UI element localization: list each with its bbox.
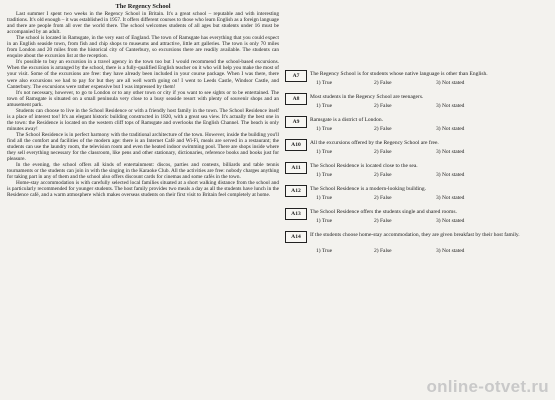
option-true[interactable]: 1) True [316, 218, 333, 224]
question-text: The School Residence is a modern-looking building. [310, 186, 426, 192]
option-not-stated[interactable]: 3) Not stated [436, 103, 465, 109]
option-true[interactable]: 1) True [316, 80, 333, 86]
question-text: The School Residence is located close to the sea. [310, 163, 418, 169]
article-paragraph: Home-stay accommodation is with carefully selected local families situated at a short walking distance from the school and is particularly recommended for younger students. The host family provides two meals a day as all the students have lunch in the Residence café, and a warm atmosphere which makes overseas students on their first visit to Britain feel completely at home. [7, 180, 279, 199]
option-not-stated[interactable]: 3) Not stated [436, 149, 465, 155]
question-text: If the students choose home-stay accommodation, they are given breakfast by their host family. [310, 232, 520, 238]
article-paragraph: The School Residence is in perfect harmony with the traditional architecture of the town. However, inside the building you'll find all the comfort and facilities of the modern age: there is an Internet Café and Wi-Fi, meals are served in a restaurant; the students can use the laundry room, the television room and even the heated indoor swimming pool. There are shops inside where they sell everything necessary for the classroom, like pens and other stationary, dictionaries, reference books and books just for pleasure. [7, 131, 279, 163]
question-number: A8 [285, 93, 307, 105]
option-not-stated[interactable]: 3) Not stated [436, 218, 465, 224]
question-text: Ramsgate is a district of London. [310, 117, 384, 123]
article-paragraph: It's possible to buy an excursion in a travel agency in the town too but I would recommend the school-based excursions. When the excursion is arranged by the school, there is a fully-qualified English teacher on it who will help you make the most of your visit. Some of the excursions are free: they have already been included in your course package. When I was there, there were also excursions we had to pay for but they are all well worth going on! I went to Leeds Castle, Windsor Castle, and Canterbury. The excursions were rather expensive but I was impressed by them! [7, 59, 279, 90]
option-false[interactable]: 2) False [374, 126, 392, 132]
article-paragraph: Students can choose to live in the School Residence or with a friendly host family in the town. The School Residence itself is a place of interest too! It's an elegant historic building constructed in 1820, with a great sea view. It's actually the best one in the town: the Residence is located on the western cliff tops of Ramsgate and overlooks the English Channel. The beach is only minutes away! [7, 107, 279, 132]
article-paragraph: In the evening, the school offers all kinds of entertainment: discos, parties and contests, billiards and table tennis tournaments or the students can join in with the singing in the Karaoke Club. All the activities are free: nobody charges anything for taking part in any of them and the school also offers discount cards for cinemas and some cafés in the town. [7, 162, 279, 181]
site-watermark: online-otvet.ru [426, 377, 549, 396]
option-true[interactable]: 1) True [316, 126, 333, 132]
question-number: A14 [285, 231, 307, 243]
option-true[interactable]: 1) True [316, 195, 333, 201]
option-false[interactable]: 2) False [374, 103, 392, 109]
option-false[interactable]: 2) False [374, 218, 392, 224]
option-true[interactable]: 1) True [316, 149, 333, 155]
question-text: The Regency School is for students whose native language is other than English. [310, 71, 488, 77]
option-not-stated[interactable]: 3) Not stated [436, 248, 465, 254]
option-false[interactable]: 2) False [374, 80, 392, 86]
option-not-stated[interactable]: 3) Not stated [436, 172, 465, 178]
question-number: A9 [285, 116, 307, 128]
option-not-stated[interactable]: 3) Not stated [436, 195, 465, 201]
article [7, 3, 279, 198]
option-not-stated[interactable]: 3) Not stated [436, 80, 465, 86]
option-false[interactable]: 2) False [374, 248, 392, 254]
question-text: Most students in the Regency School are teenagers. [310, 94, 424, 100]
question-number: A10 [285, 139, 307, 151]
option-false[interactable]: 2) False [374, 195, 392, 201]
option-not-stated[interactable]: 3) Not stated [436, 126, 465, 132]
article-paragraph: The school is located in Ramsgate, in the very east of England. The town of Ramsgate has everything that you could expect in an English seaside town, from fish and chip shops to museums and attractive, little art galleries. The town is only 70 miles from London and 20 miles from the historical city of Canterbury, so excursions there are readily available. The students can enquire about the excursion list at the reception. [7, 35, 279, 60]
question-number: A12 [285, 185, 307, 197]
question-number: A7 [285, 70, 307, 82]
question-number: A13 [285, 208, 307, 220]
article-title: The Regency School [115, 3, 171, 10]
option-true[interactable]: 1) True [316, 172, 333, 178]
article-paragraph: Last summer I spent two weeks in the Regency School in Britain. It's a great school – reputable and with interesting traditions. It's old enough – it was established in 1957. It offers different courses to those who learn English as a foreign language and there are people from all over the world there. The school welcomes students of all ages but students under 16 must be accompanied by an adult. [7, 11, 279, 36]
question-text: The School Residence offers the students single and shared rooms. [310, 209, 457, 215]
option-false[interactable]: 2) False [374, 149, 392, 155]
option-true[interactable]: 1) True [316, 103, 333, 109]
option-false[interactable]: 2) False [374, 172, 392, 178]
article-paragraph: It's not necessary, however, to go to London or to any other town or city if you want to see sights or to be entertained. The town of Ramsgate is situated on a small peninsula very close to a busy seaside resort with plenty of souvenir shops and an amusement park. [7, 89, 279, 108]
question-number: A11 [285, 162, 307, 174]
option-true[interactable]: 1) True [316, 248, 333, 254]
question-text: All the excursions offered by the Regency School are free. [310, 140, 439, 146]
